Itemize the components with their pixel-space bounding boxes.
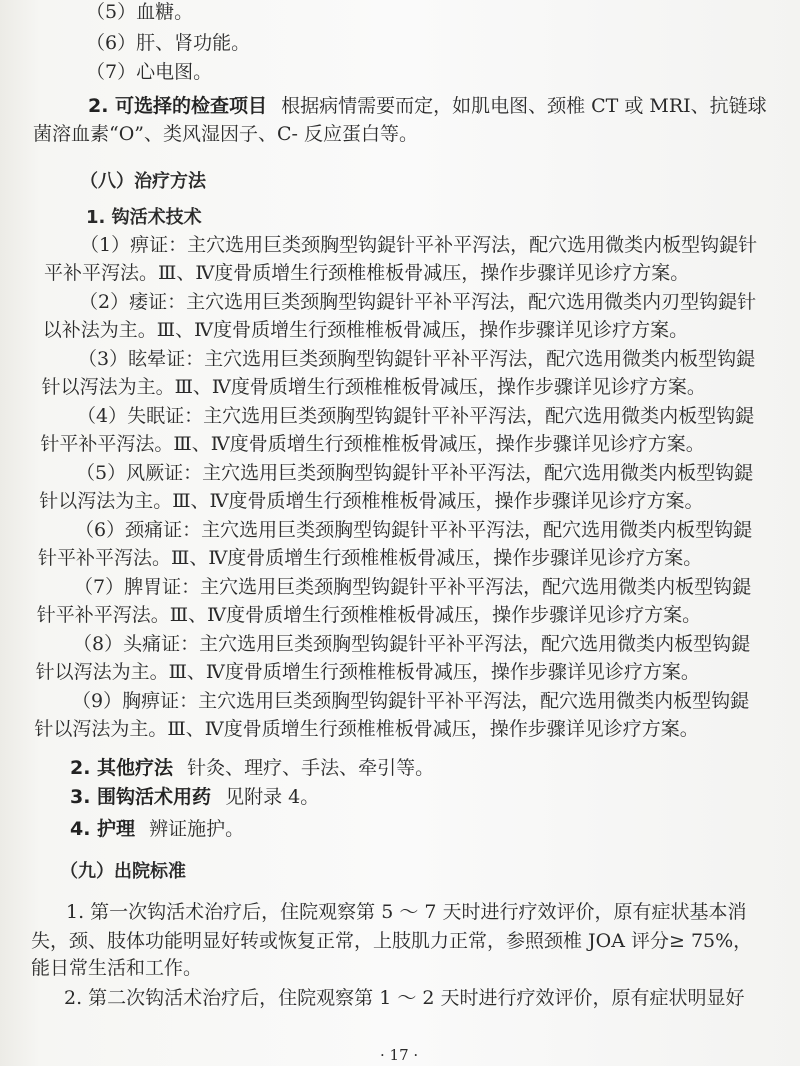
subsection-title: 1. 钩活术技术 xyxy=(86,207,202,228)
drugs-label: 3. 围钩活术用药 xyxy=(70,786,212,808)
paragraph-line: 失，颈、肢体功能明显好转或恢复正常，上肢肌力正常，参照颈椎 JOA 评分≥ 75%， xyxy=(31,930,753,952)
treatment-item: （9）胸痹证：主穴选用巨类颈胸型钩鍉针平补平泻法，配穴选用微类内板型钩鍉 xyxy=(72,690,750,712)
treatment-item: （7）脾胃证：主穴选用巨类颈胸型钩鍉针平补平泻法，配穴选用微类内板型钩鍉 xyxy=(74,576,752,598)
treatment-item: （4）失眠证：主穴选用巨类颈胸型钩鍉针平补平泻法，配穴选用微类内板型钩鍉 xyxy=(77,405,755,427)
drugs-text: 见附录 4。 xyxy=(225,786,320,808)
list-item: （7）心电图。 xyxy=(86,61,213,83)
treatment-item-cont: 针平补平泻法。Ⅲ、Ⅳ度骨质增生行颈椎椎板骨减压，操作步骤详见诊疗方案。 xyxy=(36,604,702,626)
paragraph-line: 能日常生活和工作。 xyxy=(31,957,203,979)
section-title: （八）治疗方法 xyxy=(80,171,206,192)
treatment-item-cont: 针以泻法为主。Ⅲ、Ⅳ度骨质增生行颈椎椎板骨减压，操作步骤详见诊疗方案。 xyxy=(34,718,699,740)
drugs xyxy=(70,785,319,809)
treatment-item: （8）头痛证：主穴选用巨类颈胸型钩鍉针平补平泻法，配穴选用微类内板型钩鍉 xyxy=(73,633,751,655)
optional-exam-text: 根据病情需要而定，如肌电图、颈椎 CT 或 MRI、抗链球 xyxy=(281,95,767,117)
treatment-item-cont: 针以泻法为主。Ⅲ、Ⅳ度骨质增生行颈椎椎板骨减压，操作步骤详见诊疗方案。 xyxy=(39,490,704,512)
care-label: 4. 护理 xyxy=(70,818,136,840)
treatment-item: （2）痿证：主穴选用巨类颈胸型钩鍉针平补平泻法，配穴选用微类内刃型钩鍉针 xyxy=(79,291,757,313)
care-text: 辨证施护。 xyxy=(149,818,245,840)
treatment-item-cont: 针平补平泻法。Ⅲ、Ⅳ度骨质增生行颈椎椎板骨减压，操作步骤详见诊疗方案。 xyxy=(38,547,703,569)
treatment-item: （6）颈痛证：主穴选用巨类颈胸型钩鍉针平补平泻法，配穴选用微类内板型钩鍉 xyxy=(75,519,753,541)
other-therapy-label: 2. 其他疗法 xyxy=(70,757,174,779)
treatment-item: （3）眩晕证：主穴选用巨类颈胸型钩鍉针平补平泻法，配穴选用微类内板型钩鍉 xyxy=(78,348,756,370)
treatment-item: （5）风厥证：主穴选用巨类颈胸型钩鍉针平补平泻法，配穴选用微类内板型钩鍉 xyxy=(76,462,754,484)
other-therapy xyxy=(70,756,434,780)
care xyxy=(70,817,244,841)
other-therapy-text: 针灸、理疗、手法、牵引等。 xyxy=(187,757,435,779)
treatment-item: （1）痹证：主穴选用巨类颈胸型钩鍉针平补平泻法，配穴选用微类内板型钩鍉针 xyxy=(80,234,758,256)
optional-exam-para xyxy=(88,94,767,118)
treatment-item-cont: 针以泻法为主。Ⅲ、Ⅳ度骨质增生行颈椎椎板骨减压，操作步骤详见诊疗方案。 xyxy=(41,376,706,398)
treatment-item-cont: 以补法为主。Ⅲ、Ⅳ度骨质增生行颈椎椎板骨减压，操作步骤详见诊疗方案。 xyxy=(42,319,689,341)
section-title: （九）出院标准 xyxy=(60,861,186,882)
optional-exam-label: 2. 可选择的检查项目 xyxy=(88,95,268,117)
paragraph-line: 1. 第一次钩活术治疗后，住院观察第 5 ～ 7 天时进行疗效评价，原有症状基本消 xyxy=(66,901,747,923)
treatment-item-cont: 针平补平泻法。Ⅲ、Ⅳ度骨质增生行颈椎椎板骨减压，操作步骤详见诊疗方案。 xyxy=(40,433,705,455)
treatment-item-cont: 平补平泻法。Ⅲ、Ⅳ度骨质增生行颈椎椎板骨减压，操作步骤详见诊疗方案。 xyxy=(44,262,690,284)
list-item: （6）肝、肾功能。 xyxy=(86,32,251,54)
treatment-item-cont: 针以泻法为主。Ⅲ、Ⅳ度骨质增生行颈椎椎板骨减压，操作步骤详见诊疗方案。 xyxy=(35,661,700,683)
page-number: · 17 · xyxy=(380,1046,419,1064)
list-item: （5）血糖。 xyxy=(86,1,194,23)
optional-exam-cont: 菌溶血素“O”、类风湿因子、C- 反应蛋白等。 xyxy=(33,123,419,145)
paragraph-line: 2. 第二次钩活术治疗后，住院观察第 1 ～ 2 天时进行疗效评价，原有症状明显好 xyxy=(64,987,745,1009)
